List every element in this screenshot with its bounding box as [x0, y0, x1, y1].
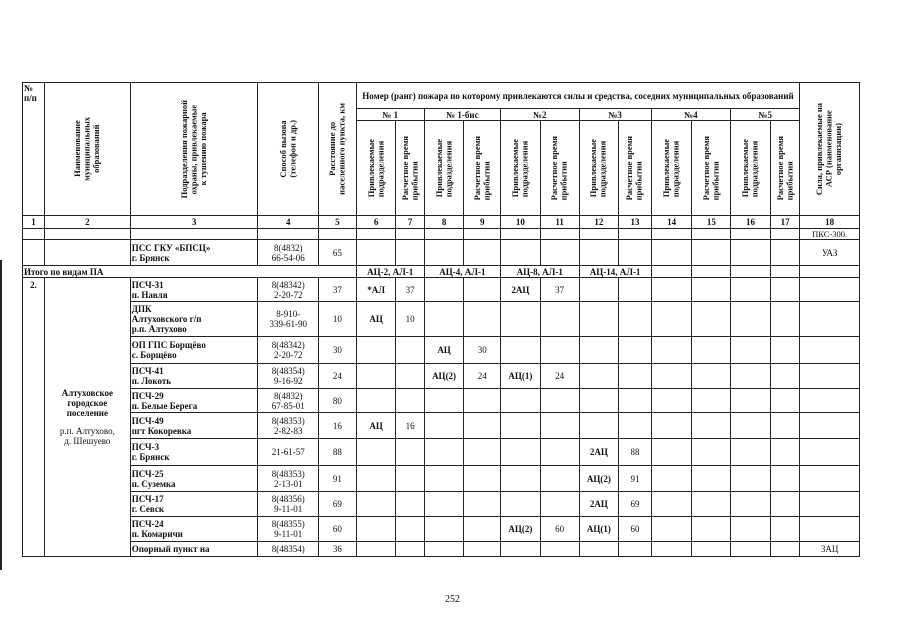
rank-3-unit: 2АЦ — [579, 439, 619, 466]
unit-name: ПСЧ-29 п. Белые Берега — [130, 389, 258, 413]
asr-cell: 3АЦ — [800, 542, 860, 557]
sub-time-header: Расчетное время прибытия — [396, 121, 424, 216]
rank-1-header: № 1 — [356, 109, 424, 121]
table-row — [23, 229, 860, 240]
rank-3-unit: АЦ(2) — [579, 466, 619, 492]
unit-phone: 21-61-57 — [258, 439, 319, 466]
sub-units-header: Привлекаемые подразделения — [424, 121, 464, 216]
rank-1-time: 16 — [396, 413, 424, 439]
column-number: 18 — [800, 216, 860, 229]
unit-phone: 8(48354) 9-16-92 — [258, 364, 319, 389]
header-row-1 — [23, 83, 860, 109]
table-row — [23, 337, 860, 364]
rank-1-unit: *АЛ — [356, 278, 396, 302]
unit-phone: 8-910- 339-61-90 — [258, 302, 319, 337]
unit-distance: 24 — [319, 364, 357, 389]
asr-cell: УАЗ — [800, 240, 860, 266]
rank-3-time: 60 — [619, 517, 651, 542]
rank-3-unit: АЦ(1) — [579, 517, 619, 542]
unit-distance: 80 — [319, 389, 357, 413]
col-asr-header: Сила, привлекаемые на АСР (наименование организации) — [800, 83, 860, 216]
column-number: 12 — [579, 216, 619, 229]
col-call-header: Способ вызова (телефон и др.) — [258, 83, 319, 216]
col-number-header: № п/п — [23, 83, 45, 216]
row-number: 2. — [23, 278, 45, 557]
rank-2-header: №2 — [501, 109, 579, 121]
sub-units-header: Привлекаемые подразделения — [651, 121, 692, 216]
unit-name: ПСЧ-25 п. Суземка — [130, 466, 258, 492]
total-rank-1bis: АЦ-4, АЛ-1 — [424, 266, 500, 278]
unit-name: ПСЧ-41 п. Локоть — [130, 364, 258, 389]
unit-phone: 8(48342) 2-20-72 — [258, 337, 319, 364]
rank-5-header: №5 — [731, 109, 800, 121]
unit-name: ПСЧ-31 п. Навля — [130, 278, 258, 302]
column-number: 5 — [319, 216, 357, 229]
rank-3-time: 88 — [619, 439, 651, 466]
sub-time-header: Расчетное время прибытия — [770, 121, 799, 216]
table-row — [23, 517, 860, 542]
asr-cell: ПКС-300. — [800, 229, 860, 240]
sub-units-header: Привлекаемые подразделения — [731, 121, 771, 216]
unit-phone: 8(48354) — [258, 542, 319, 557]
rank-3-time: 69 — [619, 492, 651, 517]
table-row — [23, 278, 860, 302]
sub-units-header: Привлекаемые подразделения — [501, 121, 541, 216]
rank-1-unit: АЦ — [356, 302, 396, 337]
unit-distance: 36 — [319, 542, 357, 557]
scan-edge-line — [0, 260, 2, 570]
table-row — [23, 413, 860, 439]
fire-forces-table — [22, 82, 860, 557]
unit-name: ПСС ГКУ «БПСЦ» г. Брянск — [130, 240, 258, 266]
sub-time-header: Расчетное время прибытия — [619, 121, 651, 216]
rank-3-unit: 2АЦ — [579, 492, 619, 517]
unit-phone: 8(48353) 2-82-83 — [258, 413, 319, 439]
column-number: 13 — [619, 216, 651, 229]
total-label: Итого по видам ПА — [23, 266, 357, 278]
total-rank-3: АЦ-14, АЛ-1 — [579, 266, 651, 278]
unit-phone: 8(48342) 2-20-72 — [258, 278, 319, 302]
table-row — [23, 389, 860, 413]
sub-units-header: Привлекаемые подразделения — [356, 121, 396, 216]
unit-name: ПСЧ-17 г. Севск — [130, 492, 258, 517]
sub-time-header: Расчетное время прибытия — [540, 121, 579, 216]
rank-2-unit: 2АЦ — [501, 278, 541, 302]
rank-1bis-time: 24 — [464, 364, 501, 389]
rank-1-time: 10 — [396, 302, 424, 337]
unit-distance: 30 — [319, 337, 357, 364]
col-distance-header: Расстояние до населенного пункта, км — [319, 83, 357, 216]
rank-1bis-unit: АЦ(2) — [424, 364, 464, 389]
column-number: 17 — [770, 216, 799, 229]
rank-2-time: 24 — [540, 364, 579, 389]
sub-units-header: Привлекаемые подразделения — [579, 121, 619, 216]
unit-phone: 8(4832) 67-85-01 — [258, 389, 319, 413]
rank-2-time: 37 — [540, 278, 579, 302]
sub-time-header: Расчетное время прибытия — [692, 121, 731, 216]
rank-2-unit: АЦ(1) — [501, 364, 541, 389]
unit-phone: 8(48355) 9-11-01 — [258, 517, 319, 542]
total-row — [23, 266, 860, 278]
municipality-settlements: р.п. Алтухово, д. Шешуево — [59, 426, 115, 446]
page-number: 252 — [445, 594, 460, 605]
rank-2-time: 60 — [540, 517, 579, 542]
column-number: 10 — [501, 216, 541, 229]
column-number: 4 — [258, 216, 319, 229]
rank-3-header: №3 — [579, 109, 651, 121]
sub-time-header: Расчетное время прибытия — [464, 121, 501, 216]
unit-name: ПСЧ-3 г. Брянск — [130, 439, 258, 466]
table-row — [23, 542, 860, 557]
column-number: 8 — [424, 216, 464, 229]
rank-1bis-unit: АЦ — [424, 337, 464, 364]
unit-distance: 60 — [319, 517, 357, 542]
unit-distance: 88 — [319, 439, 357, 466]
municipality-name: Алтуховское городское поселение — [61, 388, 114, 418]
column-number: 11 — [540, 216, 579, 229]
unit-phone: 8(4832) 66-54-06 — [258, 240, 319, 266]
table-row — [23, 302, 860, 337]
rank-1bis-time: 30 — [464, 337, 501, 364]
col-units-header: Подразделения пожарной охраны, привлекаемые к тушению пожара — [130, 83, 258, 216]
unit-name: ПСЧ-49 пгт Кокоревка — [130, 413, 258, 439]
unit-distance: 65 — [319, 240, 357, 266]
table-row — [23, 364, 860, 389]
table-row — [23, 439, 860, 466]
unit-distance: 69 — [319, 492, 357, 517]
municipality-cell — [44, 278, 130, 557]
rank-1bis-header: № 1-бис — [424, 109, 500, 121]
col-name-header: Наименование муниципальных образований — [44, 83, 130, 216]
rank-2-unit: АЦ(2) — [501, 517, 541, 542]
table-row — [23, 466, 860, 492]
rank-4-header: №4 — [651, 109, 731, 121]
column-number: 7 — [396, 216, 424, 229]
column-numbers-row — [23, 216, 860, 229]
column-number: 6 — [356, 216, 396, 229]
unit-name: ПСЧ-24 п. Комаричи — [130, 517, 258, 542]
table-row — [23, 492, 860, 517]
column-number: 2 — [44, 216, 130, 229]
column-number: 1 — [23, 216, 45, 229]
unit-name: ОП ГПС Борщёво с. Борщёво — [130, 337, 258, 364]
rank-title: Номер (ранг) пожара по которому привлекаются силы и средства, соседних муниципальных образований — [356, 83, 800, 109]
column-number: 15 — [692, 216, 731, 229]
unit-name: ДПК Алтуховского г/п р.п. Алтухово — [130, 302, 258, 337]
table-row — [23, 240, 860, 266]
rank-3-time: 91 — [619, 466, 651, 492]
rank-1-time: 37 — [396, 278, 424, 302]
total-rank-1: АЦ-2, АЛ-1 — [356, 266, 424, 278]
column-number: 9 — [464, 216, 501, 229]
unit-phone: 8(48353) 2-13-01 — [258, 466, 319, 492]
column-number: 3 — [130, 216, 258, 229]
rank-1-unit: АЦ — [356, 413, 396, 439]
unit-distance: 37 — [319, 278, 357, 302]
unit-phone: 8(48356) 9-11-01 — [258, 492, 319, 517]
unit-distance: 16 — [319, 413, 357, 439]
unit-distance: 10 — [319, 302, 357, 337]
unit-name: Опорный пункт на — [130, 542, 258, 557]
unit-distance: 91 — [319, 466, 357, 492]
column-number: 14 — [651, 216, 692, 229]
total-rank-2: АЦ-8, АЛ-1 — [501, 266, 579, 278]
column-number: 16 — [731, 216, 771, 229]
